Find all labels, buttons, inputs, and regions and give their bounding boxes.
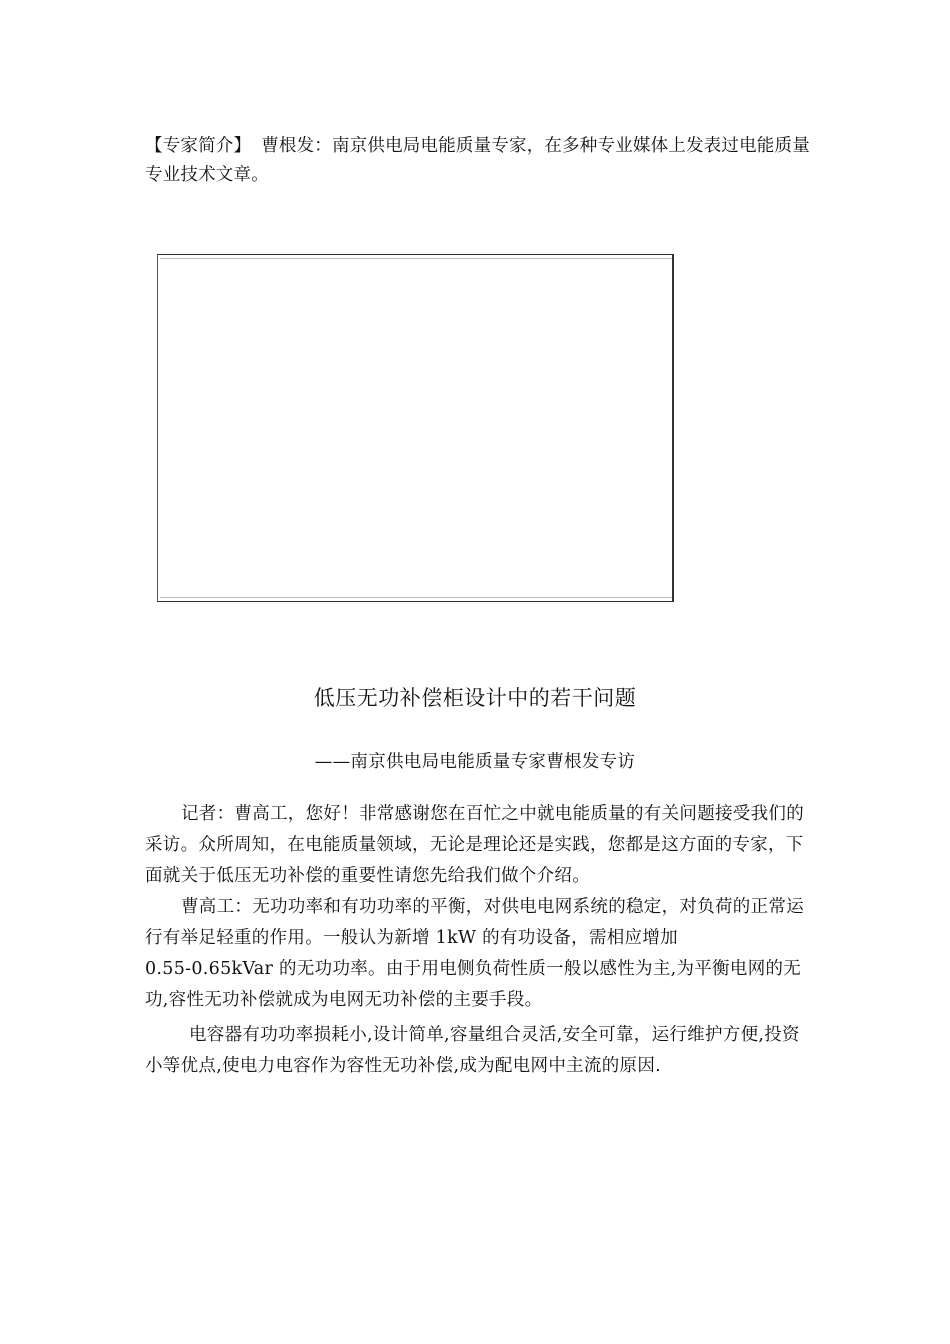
expert-intro: [145, 132, 810, 190]
paragraph-capacitor: 电容器有功功率损耗小,设计简单,容量组合灵活,安全可靠，运行维护方便,投资小等优点,使电力电容作为容性无功补偿,成为配电网中主流的原因.: [145, 1025, 800, 1076]
frame-inner-bottom-line: [160, 597, 672, 598]
frame-inner-top-line: [160, 258, 672, 259]
article-body: [145, 799, 810, 1082]
paragraph-answer-continued: 0.55-0.65kVar 的无功功率。由于用电侧负荷性质一般以感性为主,为平衡电网的无功,容性无功补偿就成为电网无功补偿的主要手段。: [145, 959, 802, 1010]
paragraph-answer: 曹高工：无功功率和有功功率的平衡，对供电电网系统的稳定，对负荷的正常运行有举足轻重的作用。一般认为新增 1kW 的有功设备，需相应增加: [145, 897, 804, 948]
expert-intro-text: 曹根发：南京供电局电能质量专家，在多种专业媒体上发表过电能质量专业技术文章。: [145, 136, 810, 185]
article-title: 低压无功补偿柜设计中的若干问题: [313, 686, 637, 710]
article-subtitle: ——南京供电局电能质量专家曹根发专访: [314, 752, 636, 772]
image-placeholder-frame: [157, 254, 674, 602]
expert-intro-tag: 【专家简介】: [145, 136, 252, 156]
paragraph-reporter: 记者：曹高工，您好！非常感谢您在百忙之中就电能质量的有关问题接受我们的采访。众所周知，在电能质量领域，无论是理论还是实践，您都是这方面的专家，下面就关于低压无功补偿的重要性请您先给我们做个介绍。: [145, 804, 804, 886]
